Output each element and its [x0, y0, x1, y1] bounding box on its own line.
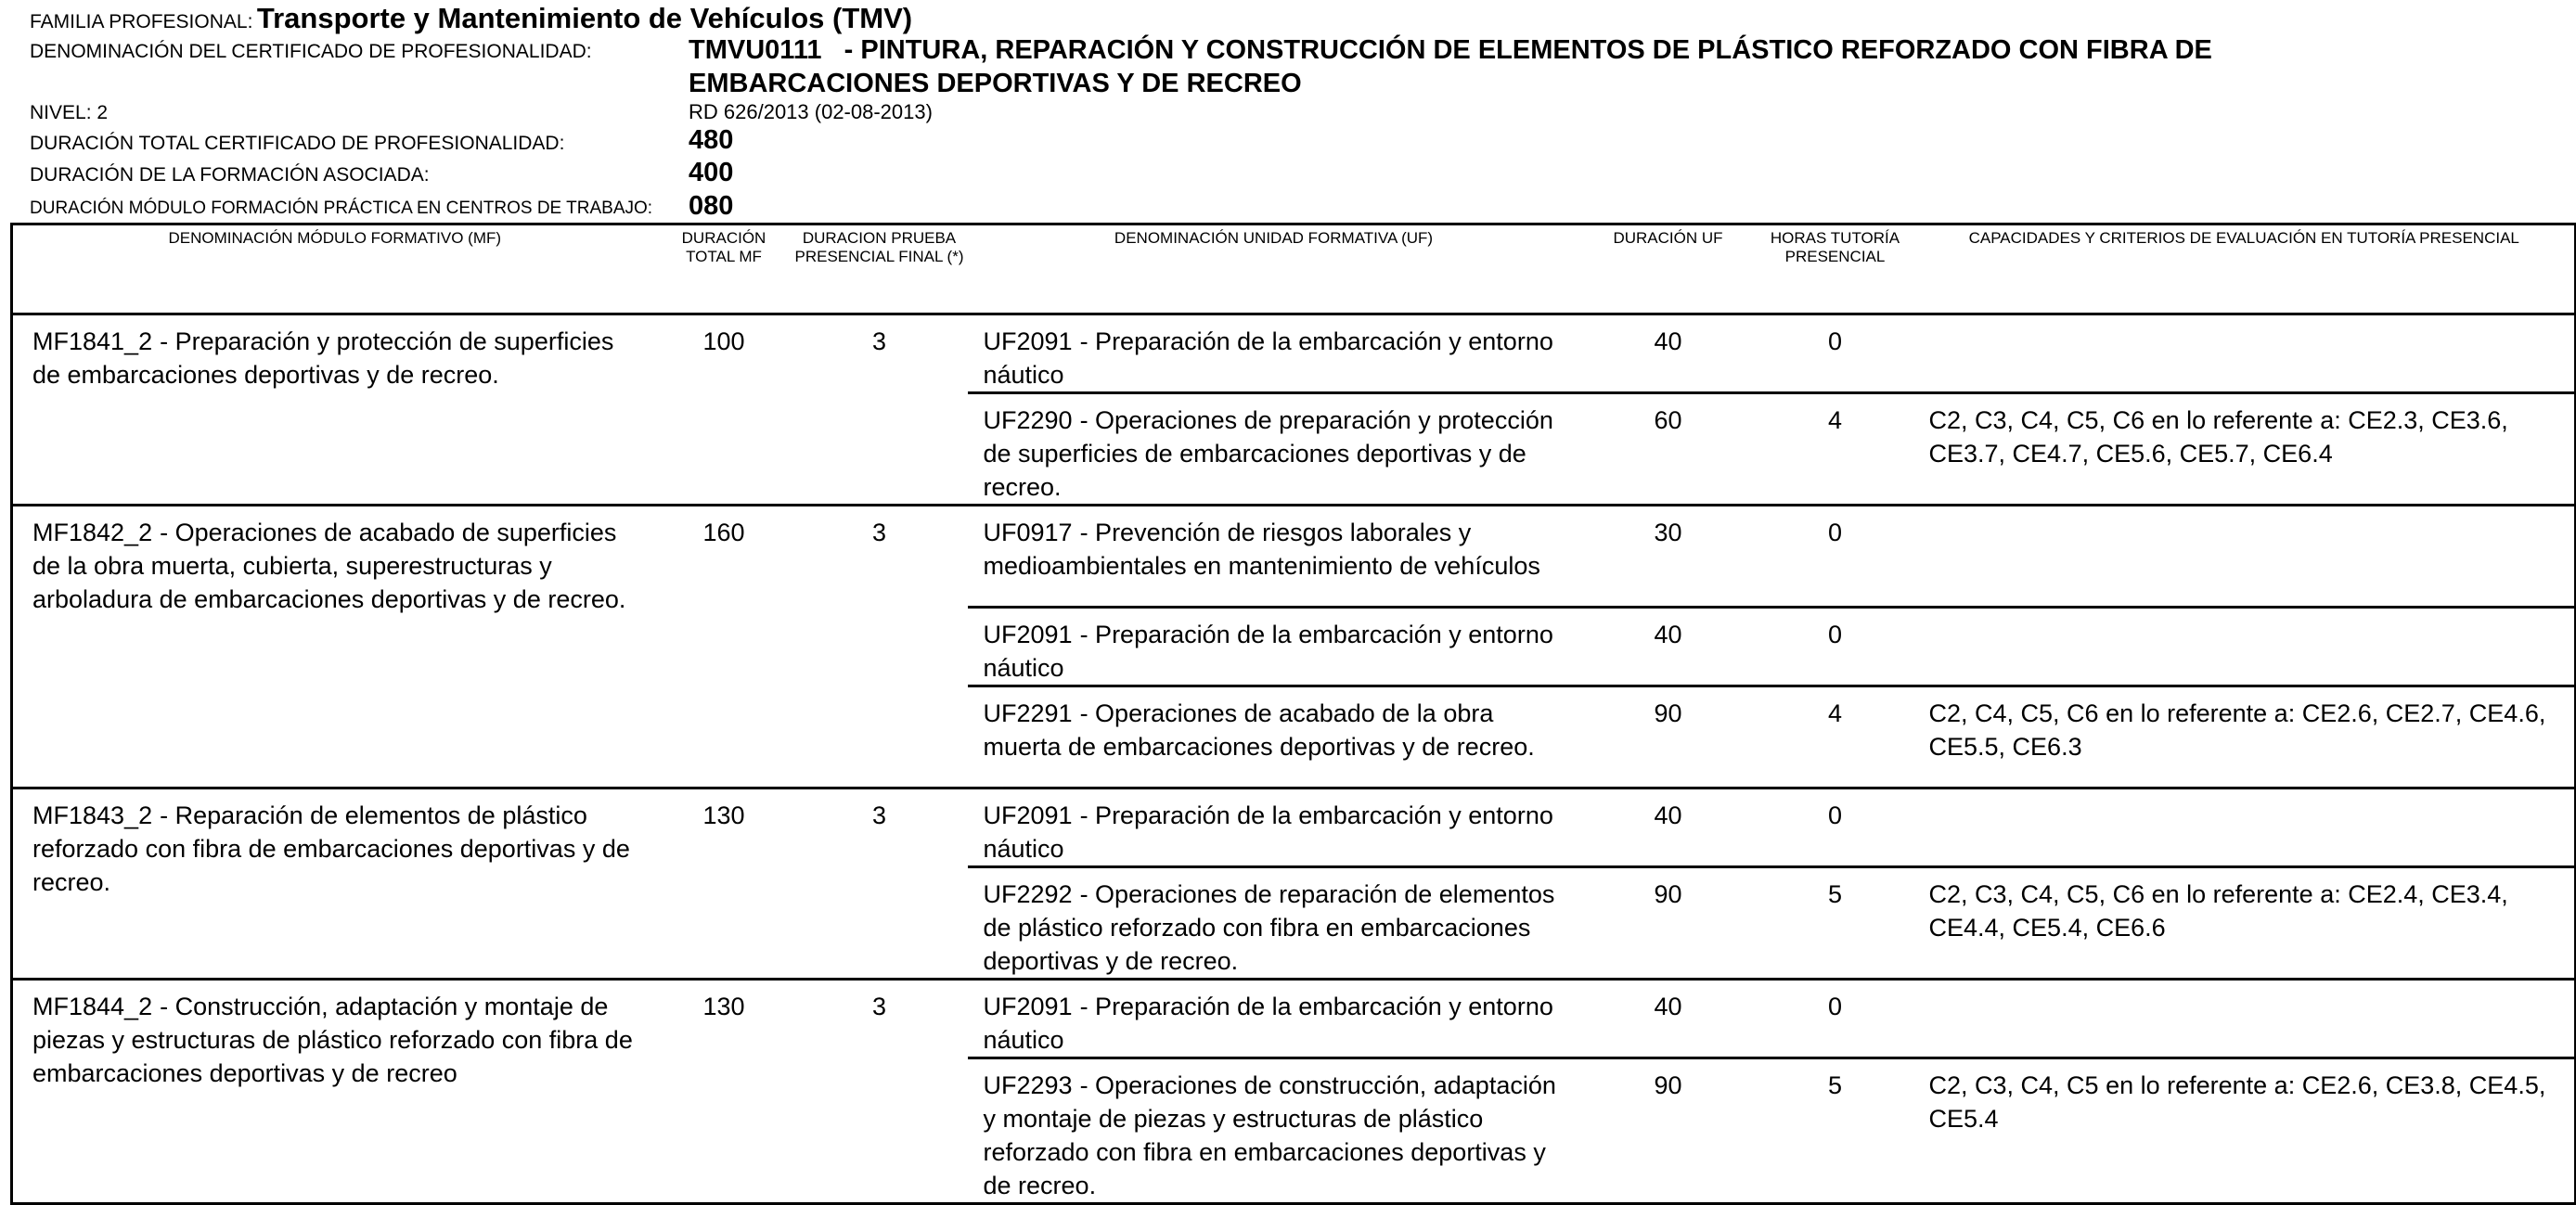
table-row: [12, 980, 2576, 1058]
uf-horas: 4: [1757, 686, 1914, 788]
header-capacidades: CAPACIDADES Y CRITERIOS DE EVALUACIÓN EN TUTORÍA PRESENCIAL: [1914, 224, 2576, 314]
uf-horas: 5: [1757, 1058, 1914, 1204]
duracion-modulo-value: 080: [689, 191, 734, 221]
duracion-total-label: DURACIÓN TOTAL CERTIFICADO DE PROFESIONALIDAD:: [30, 133, 565, 154]
uf-horas: 0: [1757, 980, 1914, 1058]
duracion-formacion-label: DURACIÓN DE LA FORMACIÓN ASOCIADA:: [30, 164, 430, 186]
uf-horas: 0: [1757, 314, 1914, 393]
uf-capacidades: C2, C4, C5, C6 en lo referente a: CE2.6, CE2.7, CE4.6, CE5.5, CE6.3: [1914, 686, 2576, 788]
modules-table: [10, 223, 2576, 1205]
table-row: [12, 788, 2576, 867]
uf-duracion: 40: [1580, 980, 1757, 1058]
uf-horas: 0: [1757, 608, 1914, 686]
uf-duracion: 90: [1580, 1058, 1757, 1204]
mf-cell: MF1843_2 - Reparación de elementos de plástico reforzado con fibra de embarcaciones deportivas y de recreo.: [12, 788, 657, 980]
uf-cell: UF2091 - Preparación de la embarcación y entorno náutico: [968, 788, 1580, 867]
nivel-label: NIVEL: 2: [30, 102, 109, 123]
table-row: [12, 314, 2576, 393]
header-duracion-mf: DURACIÓN TOTAL MF: [657, 224, 792, 314]
uf-horas: 0: [1757, 506, 1914, 608]
uf-cell: UF2290 - Operaciones de preparación y protección de superficies de embarcaciones deportivas y de recreo.: [968, 393, 1580, 506]
header-horas: HORAS TUTORÍA PRESENCIAL: [1757, 224, 1914, 314]
header-duracion-uf: DURACIÓN UF: [1580, 224, 1757, 314]
uf-capacidades: C2, C3, C4, C5 en lo referente a: CE2.6, CE3.8, CE4.5, CE5.4: [1914, 1058, 2576, 1204]
header-uf: DENOMINACIÓN UNIDAD FORMATIVA (UF): [968, 224, 1580, 314]
uf-cell: UF2292 - Operaciones de reparación de elementos de plástico reforzado con fibra en embarcaciones deportivas y de recreo.: [968, 867, 1580, 980]
table-header-row: [12, 224, 2576, 314]
uf-capacidades: C2, C3, C4, C5, C6 en lo referente a: CE2.4, CE3.4, CE4.4, CE5.4, CE6.6: [1914, 867, 2576, 980]
uf-duracion: 90: [1580, 867, 1757, 980]
uf-capacidades: [1914, 980, 2576, 1058]
certificado-code: TMVU0111: [689, 35, 822, 65]
header-mf: DENOMINACIÓN MÓDULO FORMATIVO (MF): [12, 224, 657, 314]
uf-cell: UF2293 - Operaciones de construcción, adaptación y montaje de piezas y estructuras de plástico reforzado con fibra en embarcaciones deportivas y de recreo.: [968, 1058, 1580, 1204]
uf-duracion: 40: [1580, 608, 1757, 686]
mf-prueba: 3: [792, 506, 968, 788]
familia-row: [30, 2, 912, 35]
uf-capacidades: [1914, 314, 2576, 393]
uf-duracion: 90: [1580, 686, 1757, 788]
certificado-title-line2: EMBARCACIONES DEPORTIVAS Y DE RECREO: [689, 69, 1302, 98]
uf-capacidades: C2, C3, C4, C5, C6 en lo referente a: CE2.3, CE3.6, CE3.7, CE4.7, CE5.6, CE5.7, CE6.4: [1914, 393, 2576, 506]
uf-horas: 5: [1757, 867, 1914, 980]
certificado-title-line1: - PINTURA, REPARACIÓN Y CONSTRUCCIÓN DE ELEMENTOS DE PLÁSTICO REFORZADO CON FIBRA DE: [844, 35, 2212, 65]
uf-cell: UF2091 - Preparación de la embarcación y entorno náutico: [968, 608, 1580, 686]
uf-capacidades: [1914, 506, 2576, 608]
familia-value: Transporte y Mantenimiento de Vehículos (TMV): [256, 2, 913, 34]
uf-duracion: 30: [1580, 506, 1757, 608]
uf-capacidades: [1914, 608, 2576, 686]
denominacion-label: DENOMINACIÓN DEL CERTIFICADO DE PROFESIONALIDAD:: [30, 41, 592, 62]
mf-cell: MF1841_2 - Preparación y protección de superficies de embarcaciones deportivas y de recreo.: [12, 314, 657, 506]
mf-prueba: 3: [792, 980, 968, 1204]
duracion-total-value: 480: [689, 125, 734, 155]
rd-value: RD 626/2013 (02-08-2013): [689, 100, 933, 123]
certificado-title: [689, 33, 2359, 100]
uf-horas: 0: [1757, 788, 1914, 867]
uf-cell: UF2291 - Operaciones de acabado de la obra muerta de embarcaciones deportivas y de recreo.: [968, 686, 1580, 788]
mf-cell: MF1844_2 - Construcción, adaptación y montaje de piezas y estructuras de plástico reforzado con fibra de embarcaciones deportivas y de recreo: [12, 980, 657, 1204]
duracion-modulo-label: DURACIÓN MÓDULO FORMACIÓN PRÁCTICA EN CENTROS DE TRABAJO:: [30, 199, 653, 218]
uf-capacidades: [1914, 788, 2576, 867]
uf-cell: UF2091 - Preparación de la embarcación y entorno náutico: [968, 980, 1580, 1058]
mf-prueba: 3: [792, 788, 968, 980]
uf-cell: UF0917 - Prevención de riesgos laborales y medioambientales en mantenimiento de vehículos: [968, 506, 1580, 608]
mf-duracion: 160: [657, 506, 792, 788]
uf-horas: 4: [1757, 393, 1914, 506]
uf-duracion: 40: [1580, 314, 1757, 393]
mf-duracion: 100: [657, 314, 792, 506]
table-row: [12, 506, 2576, 608]
uf-cell: UF2091 - Preparación de la embarcación y entorno náutico: [968, 314, 1580, 393]
duracion-formacion-value: 400: [689, 158, 734, 187]
uf-duracion: 40: [1580, 788, 1757, 867]
header-prueba: DURACION PRUEBA PRESENCIAL FINAL (*): [792, 224, 968, 314]
familia-label: FAMILIA PROFESIONAL:: [30, 11, 253, 32]
mf-duracion: 130: [657, 788, 792, 980]
uf-duracion: 60: [1580, 393, 1757, 506]
mf-prueba: 3: [792, 314, 968, 506]
mf-duracion: 130: [657, 980, 792, 1204]
mf-cell: MF1842_2 - Operaciones de acabado de superficies de la obra muerta, cubierta, superestructuras y arboladura de embarcaciones deportivas y de recreo.: [12, 506, 657, 788]
